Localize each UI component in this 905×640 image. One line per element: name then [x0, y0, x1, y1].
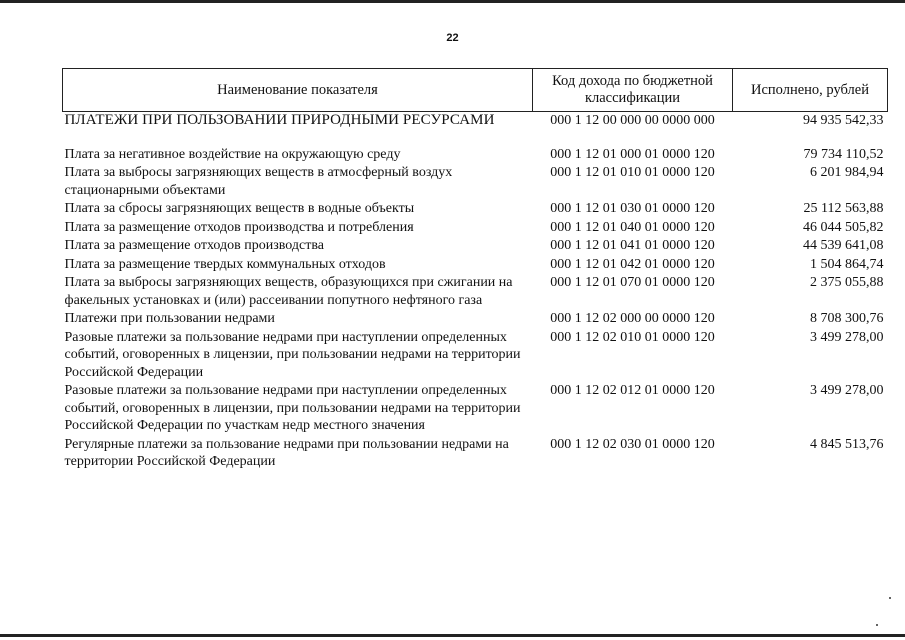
table-row	[63, 256, 888, 275]
row-amount: 25 112 563,88	[803, 201, 884, 216]
row-code: 000 1 12 01 000 01 0000 120	[550, 146, 715, 162]
page-number: 22	[446, 32, 459, 44]
row-name: Разовые платежи за пользование недрами при наступлении определенных событий, оговоренных в лицензии, при пользовании недрами на территории Российской Федерации	[64, 329, 521, 380]
row-code: 000 1 12 01 042 01 0000 120	[550, 256, 715, 272]
table-row	[63, 237, 888, 256]
row-code: 000 1 12 01 030 01 0000 120	[550, 201, 715, 216]
row-name: Платежи при пользовании недрами	[64, 311, 275, 326]
row-amount: 3 499 278,00	[810, 383, 884, 398]
table-row	[63, 164, 888, 200]
row-amount: 2 375 055,88	[810, 275, 884, 290]
row-name: Плата за негативное воздействие на окружающую среду	[64, 146, 401, 162]
revenue-table	[62, 68, 888, 472]
row-code: 000 1 12 00 000 00 0000 000	[550, 113, 715, 128]
row-amount: 3 499 278,00	[810, 329, 884, 345]
top-page-rule	[0, 0, 905, 3]
row-code: 000 1 12 01 070 01 0000 120	[550, 275, 715, 290]
row-code: 000 1 12 01 040 01 0000 120	[550, 219, 715, 235]
row-amount: 4 845 513,76	[810, 436, 884, 452]
row-code: 000 1 12 02 012 01 0000 120	[550, 383, 715, 398]
row-name: Плата за размещение отходов производства	[64, 238, 324, 253]
bottom-page-rule	[0, 634, 905, 637]
table-spacer-row	[63, 131, 888, 146]
scan-speck	[876, 624, 878, 626]
table-row	[63, 310, 888, 329]
table-row	[63, 146, 888, 165]
row-name: Плата за выбросы загрязняющих веществ в атмосферный воздух стационарными объектами	[64, 165, 453, 198]
header-revenue-code: Код дохода по бюджетной классификации	[533, 69, 733, 112]
row-amount: 6 201 984,94	[810, 165, 884, 180]
header-indicator-name: Наименование показателя	[63, 69, 533, 112]
row-amount: 8 708 300,76	[810, 311, 884, 326]
header-amount-executed: Исполнено, рублей	[733, 69, 888, 112]
table-row	[63, 219, 888, 238]
row-amount: 44 539 641,08	[803, 238, 884, 253]
row-amount: 1 504 864,74	[810, 256, 884, 272]
scan-speck	[889, 597, 891, 599]
row-amount: 46 044 505,82	[803, 219, 884, 235]
table-row	[63, 436, 888, 472]
table-row	[63, 382, 888, 436]
row-name: Плата за размещение твердых коммунальных отходов	[64, 256, 386, 272]
table-row-total	[63, 112, 888, 131]
row-amount: 94 935 542,33	[803, 113, 884, 128]
row-code: 000 1 12 02 030 01 0000 120	[550, 436, 715, 452]
table-row	[63, 274, 888, 310]
table-row	[63, 200, 888, 219]
row-name: Разовые платежи за пользование недрами при наступлении определенных событий, оговоренных в лицензии, при пользовании недрами на территории Российской Федерации по участкам недр местного значения	[64, 383, 521, 433]
row-amount: 79 734 110,52	[803, 146, 884, 162]
row-code: 000 1 12 02 010 01 0000 120	[550, 329, 715, 345]
table-header-row	[63, 69, 888, 112]
row-code: 000 1 12 02 000 00 0000 120	[550, 311, 715, 326]
row-code: 000 1 12 01 010 01 0000 120	[550, 165, 715, 180]
row-name: Плата за выбросы загрязняющих веществ, образующихся при сжигании на факельных установках и (или) рассеивании попутного нефтяного газа	[64, 275, 513, 308]
row-name: Плата за сбросы загрязняющих веществ в водные объекты	[64, 201, 415, 216]
row-name: Регулярные платежи за пользование недрами при пользовании недрами на территории Российской Федерации	[64, 436, 509, 469]
row-name: ПЛАТЕЖИ ПРИ ПОЛЬЗОВАНИИ ПРИРОДНЫМИ РЕСУРСАМИ	[64, 112, 495, 128]
table-row	[63, 329, 888, 383]
row-name: Плата за размещение отходов производства и потребления	[64, 219, 414, 235]
row-code: 000 1 12 01 041 01 0000 120	[550, 238, 715, 253]
